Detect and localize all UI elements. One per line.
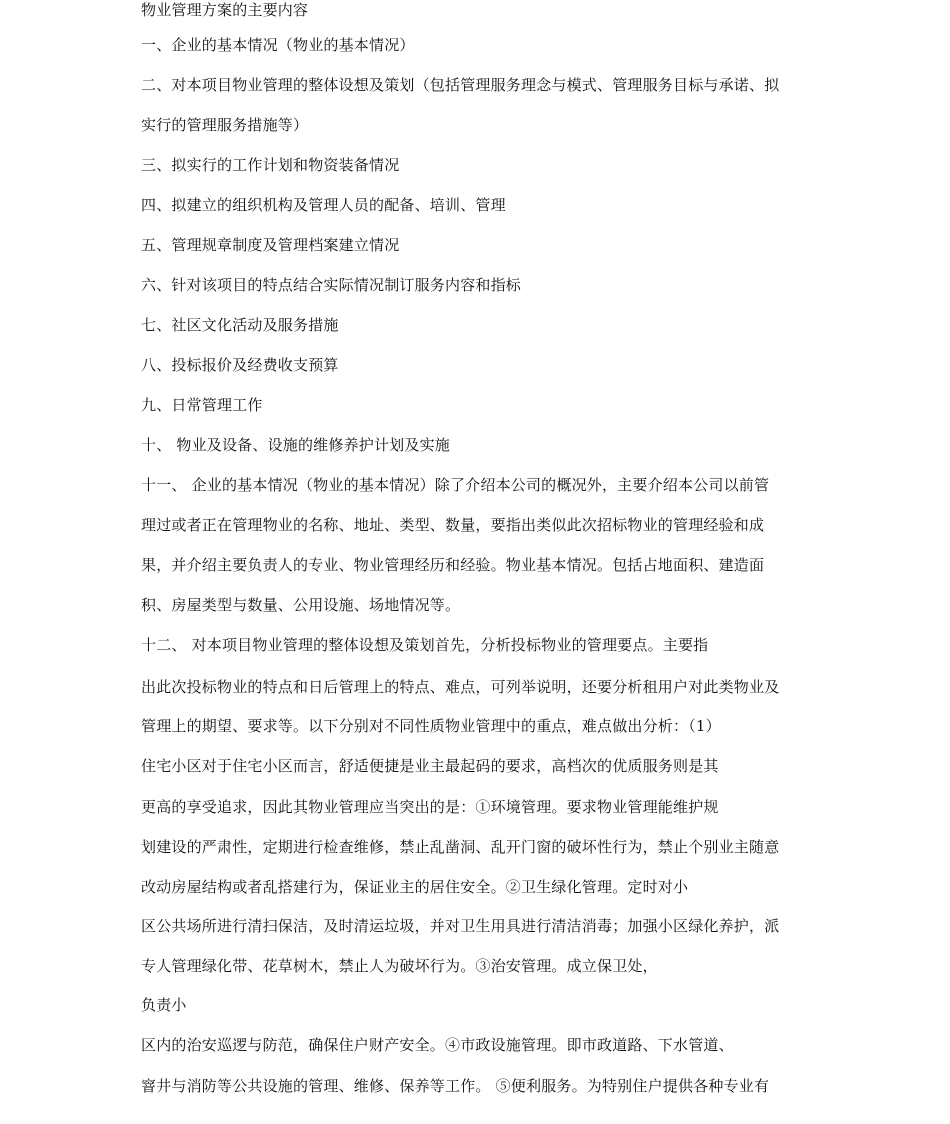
text-line: 三、拟实行的工作计划和物资装备情况 xyxy=(141,156,400,174)
text-line: 二、对本项目物业管理的整体设想及策划（包括管理服务理念与模式、管理服务目标与承诺、拟 xyxy=(141,76,780,94)
text-line: 一、企业的基本情况（物业的基本情况） xyxy=(141,36,415,54)
document-title: 物业管理方案的主要内容 xyxy=(141,1,309,19)
text-line: 实行的管理服务措施等） xyxy=(141,116,309,134)
text-line: 积、房屋类型与数量、公用设施、场地情况等。 xyxy=(141,596,461,614)
text-line: 九、日常管理工作 xyxy=(141,396,263,414)
text-line: 理过或者正在管理物业的名称、地址、类型、数量，要指出类似此次招标物业的管理经验和成 xyxy=(141,516,765,534)
text-line: 十、 物业及设备、设施的维修养护计划及实施 xyxy=(141,436,450,454)
text-line: 管理上的期望、要求等。以下分别对不同性质物业管理中的重点，难点做出分析：（1） xyxy=(141,717,721,735)
text-line: 改动房屋结构或者乱搭建行为，保证业主的居住安全。②卫生绿化管理。定时对小 xyxy=(141,878,689,896)
text-line: 六、针对该项目的特点结合实际情况制订服务内容和指标 xyxy=(141,276,522,294)
text-line: 五、管理规章制度及管理档案建立情况 xyxy=(141,236,400,254)
text-line: 果，并介绍主要负责人的专业、物业管理经历和经验。物业基本情况。包括占地面积、建造面 xyxy=(141,556,765,574)
text-line: 出此次投标物业的特点和日后管理上的特点、难点，可列举说明，还要分析租用户对此类物业及 xyxy=(141,678,780,696)
text-line: 七、社区文化活动及服务措施 xyxy=(141,316,339,334)
text-line: 负责小 xyxy=(141,996,187,1014)
text-line: 专人管理绿化带、花草树木，禁止人为破坏行为。③治安管理。成立保卫处， xyxy=(141,957,658,975)
text-line: 划建设的严肃性，定期进行检查维修，禁止乱凿洞、乱开门窗的破坏性行为，禁止个别业主随意 xyxy=(141,838,780,856)
text-line: 十一、 企业的基本情况（物业的基本情况）除了介绍本公司的概况外，主要介绍本公司以前管 xyxy=(141,476,770,494)
text-line: 窨井与消防等公共设施的管理、维修、保养等工作。 ⑤便利服务。为特别住户提供各种专业有 xyxy=(141,1077,770,1095)
text-line: 更高的享受追求，因此其物业管理应当突出的是：①环境管理。要求物业管理能维护规 xyxy=(141,798,719,816)
text-line: 区公共场所进行清扫保洁，及时清运垃圾，并对卫生用具进行清洁消毒；加强小区绿化养护，派 xyxy=(141,917,780,935)
text-line: 十二、 对本项目物业管理的整体设想及策划首先，分析投标物业的管理要点。主要指 xyxy=(141,636,709,654)
text-line: 住宅小区对于住宅小区而言，舒适便捷是业主最起码的要求，高档次的优质服务则是其 xyxy=(141,757,719,775)
text-line: 四、拟建立的组织机构及管理人员的配备、培训、管理 xyxy=(141,196,506,214)
text-line: 区内的治安巡逻与防范，确保住户财产安全。④市政设施管理。即市政道路、下水管道、 xyxy=(141,1036,734,1054)
text-line: 八、投标报价及经费收支预算 xyxy=(141,356,339,374)
